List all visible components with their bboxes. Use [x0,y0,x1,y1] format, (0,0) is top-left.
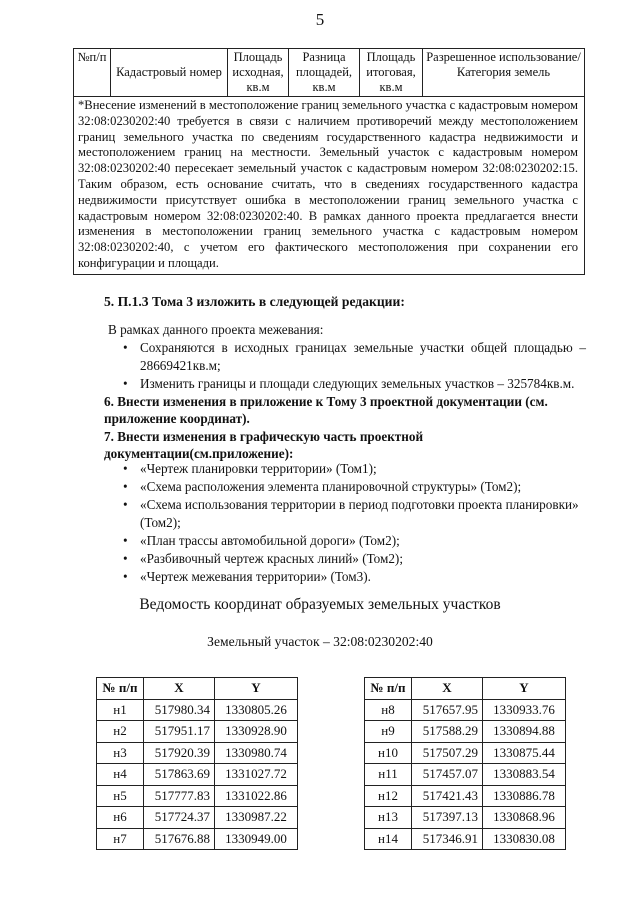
coord-header-x: X [412,678,483,700]
table-row [365,807,566,829]
top-table-header-row [74,49,585,97]
list-item: • «Схема использования территории в период подготовки проекта планировки» (Том2); [118,496,588,532]
coord-x: 517457.07 [412,764,483,786]
table-row [365,764,566,786]
coord-y: 1330980.74 [215,742,298,764]
coord-table-right [364,677,566,850]
top-table [73,48,585,275]
list-item: • «План трассы автомобильной дороги» (Том2); [118,532,588,550]
coord-y: 1330987.22 [215,807,298,829]
coord-y: 1330928.90 [215,721,298,743]
coord-y: 1330886.78 [483,785,566,807]
list-item: • «Чертеж планировки территории» (Том1); [118,460,588,478]
coord-header-num: № п/п [97,678,144,700]
coord-x: 517421.43 [412,785,483,807]
coord-x: 517397.13 [412,807,483,829]
table-row [97,807,298,829]
point-id: н9 [365,721,412,743]
point-id: н4 [97,764,144,786]
point-id: н2 [97,721,144,743]
table-row [365,785,566,807]
coord-y: 1331022.86 [215,785,298,807]
section6-text: 6. Внести изменения в приложение к Тому 3 проектной документации (см. приложение координат). [104,394,548,426]
point-id: н14 [365,828,412,850]
table-row [97,699,298,721]
table-row [365,721,566,743]
coord-x: 517588.29 [412,721,483,743]
coord-table-left [96,677,298,850]
coord-header-y: Y [483,678,566,700]
table-row [97,742,298,764]
coord-x: 517920.39 [144,742,215,764]
coord-x: 517724.37 [144,807,215,829]
coord-y: 1330875.44 [483,742,566,764]
top-table-note-row [74,97,585,275]
point-id: н5 [97,785,144,807]
section7-heading: 7. Внести изменения в графическую часть проектной документации(см.приложение): [104,429,424,461]
list-item: • «Разбивочный чертеж красных линий» (Том2); [118,550,588,568]
section5-list [118,339,586,393]
header-cadastral: Кадастровый номер [111,49,228,97]
coord-x: 517777.83 [144,785,215,807]
section5-heading: 5. П.1.3 Тома 3 изложить в следующей редакции: [104,294,405,309]
point-id: н8 [365,699,412,721]
point-id: н7 [97,828,144,850]
section5-intro: В рамках данного проекта межевания: [108,322,324,337]
coord-x: 517507.29 [412,742,483,764]
table-row [365,742,566,764]
coord-y: 1330894.88 [483,721,566,743]
coord-y: 1330933.76 [483,699,566,721]
coord-y: 1330805.26 [215,699,298,721]
point-id: н1 [97,699,144,721]
coord-header-row [365,678,566,700]
coord-x: 517951.17 [144,721,215,743]
point-id: н3 [97,742,144,764]
point-id: н12 [365,785,412,807]
list-item: • «Чертеж межевания территории» (Том3). [118,568,588,586]
table-row [97,764,298,786]
table-row [365,828,566,850]
point-id: н10 [365,742,412,764]
coord-y: 1330883.54 [483,764,566,786]
coord-y: 1331027.72 [215,764,298,786]
coord-y: 1330868.96 [483,807,566,829]
coord-x: 517657.95 [412,699,483,721]
section7-list [118,460,588,586]
note-text: *Внесение изменений в местоположение границ земельного участка с кадастровым номером 32:08:0230202:40 требуется в связи с наличием противоречий между местоположением границ земельного участка по сведениям государственного кадастра недвижимости и местоположением границ на местности. Земельный участок с кадастровым номером 32:08:0230202:40 пересекает земельный участок с кадастровым номером 32:08:0230202:15. Таким образом, есть основание считать, что в сведениях государственного кадастра недвижимости присутствует ошибка в местоположении границ земельного участка с кадастровым номером 32:08:0230202:40. В рамках данного проекта предлагается внести изменения в местоположении границ земельного участка с кадастровым номером 32:08:0230202:40, с учетом его фактического местоположения при сохранении его конфигурации и площади. [74,97,585,275]
coord-header-y: Y [215,678,298,700]
header-usage: Разрешенное использование/ Категория земель [423,49,585,97]
header-area-initial: Площадь исходная, кв.м [228,49,289,97]
coord-x: 517346.91 [412,828,483,850]
coord-x: 517863.69 [144,764,215,786]
table-row [97,721,298,743]
header-num: №п/п [74,49,111,97]
coord-header-x: X [144,678,215,700]
point-id: н13 [365,807,412,829]
page-number: 5 [315,10,325,29]
point-id: н6 [97,807,144,829]
coord-header-row [97,678,298,700]
coord-title: Ведомость координат образуемых земельных участков [139,596,501,613]
table-row [97,828,298,850]
table-row [365,699,566,721]
header-area-diff: Разница площадей, кв.м [289,49,360,97]
list-item: • Изменить границы и площади следующих земельных участков – 325784кв.м. [118,375,586,393]
coord-y: 1330949.00 [215,828,298,850]
table-row [97,785,298,807]
list-item: • «Схема расположения элемента планировочной структуры» (Том2); [118,478,588,496]
coord-x: 517980.34 [144,699,215,721]
point-id: н11 [365,764,412,786]
list-item: • Сохраняются в исходных границах земельные участки общей площадью – 28669421кв.м; [118,339,586,375]
coord-header-num: № п/п [365,678,412,700]
coord-subtitle: Земельный участок – 32:08:0230202:40 [207,634,433,649]
coord-x: 517676.88 [144,828,215,850]
coord-y: 1330830.08 [483,828,566,850]
header-area-final: Площадь итоговая, кв.м [360,49,423,97]
